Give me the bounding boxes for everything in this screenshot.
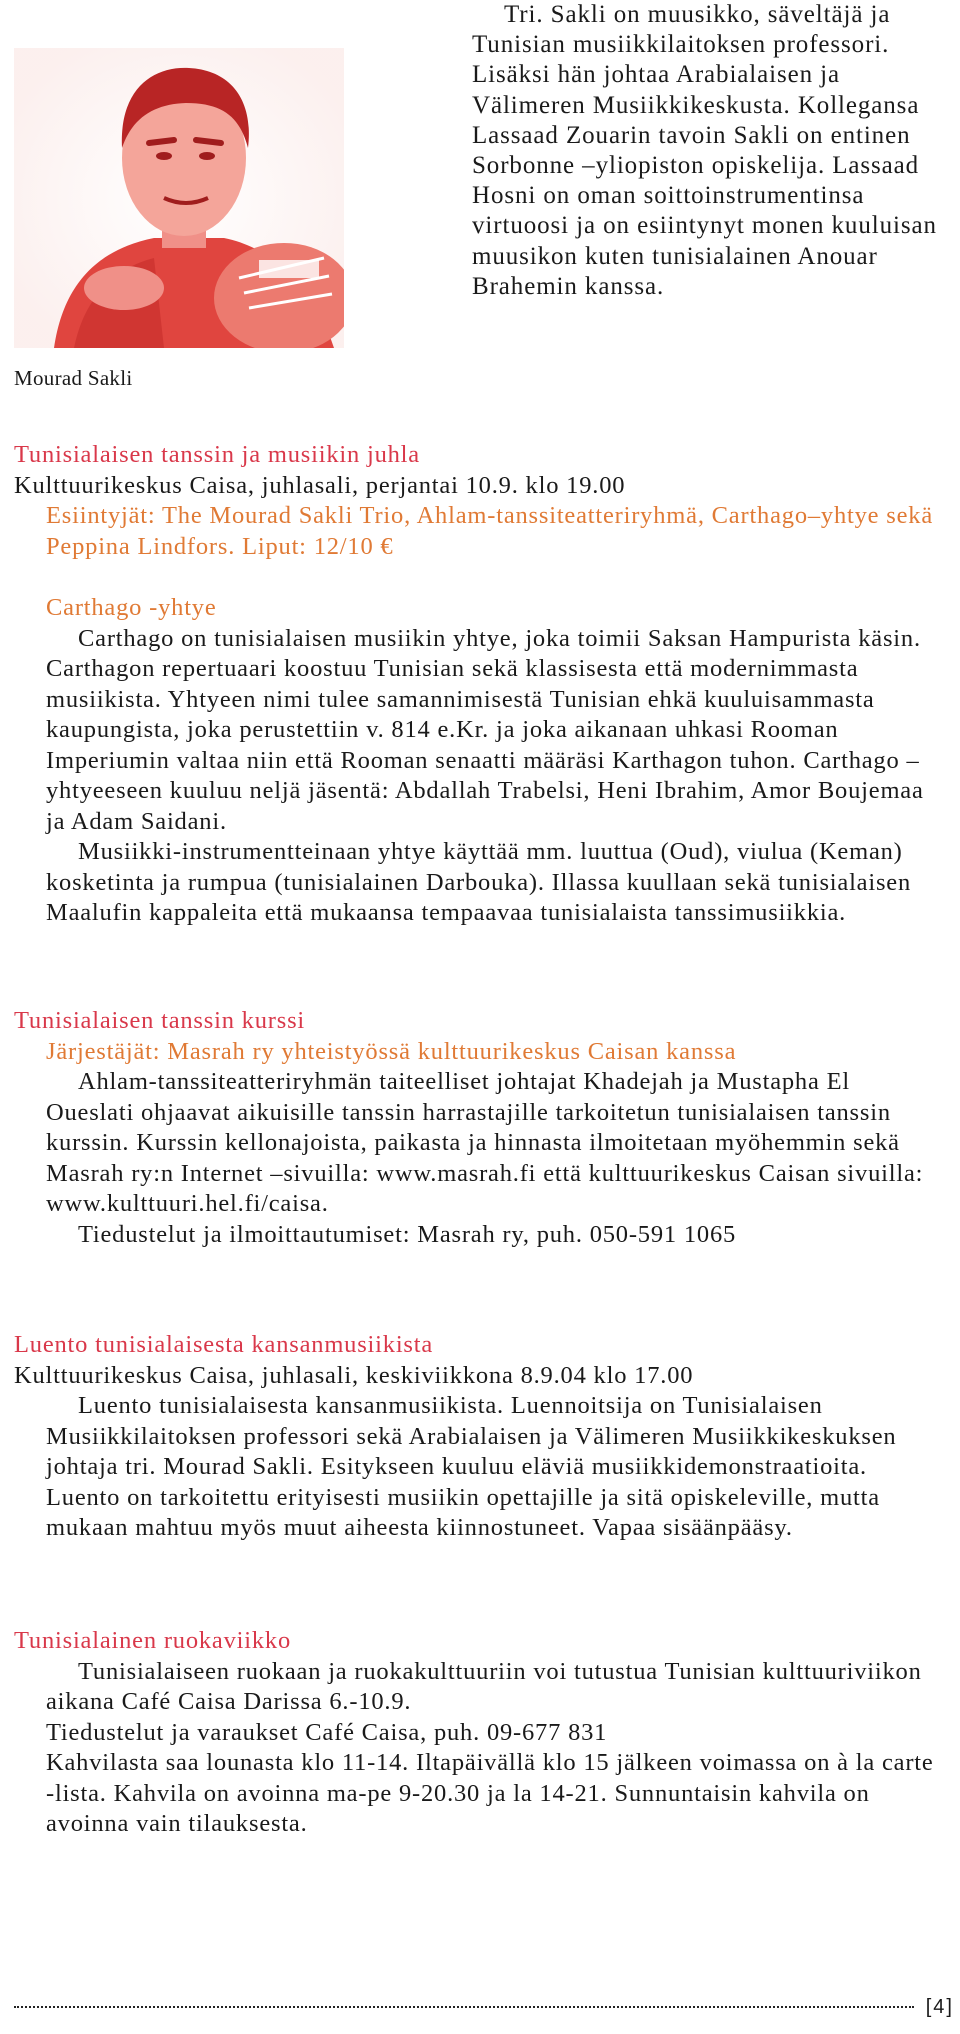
ticket-price: Liput: 12/10 € — [242, 532, 394, 560]
lecture-section — [14, 1330, 944, 1544]
lecture-paragraph: Luento tunisialaisesta kansanmusiikista. Luennoitsija on Tunisialaisen Musiikkilaitoksen professori sekä Arabialaisen ja Välimeren Musiikkikeskuksen johtaja tri. Mourad Sakli. Esitykseen kuuluu eläviä musiikkidemonstraatioita. Luento on tarkoitettu erityisesti musiikin opettajille ja sitä opiskeleville, mutta mukaan mahtuu myös muut aiheesta kiinnostuneet. Vapaa sisäänpääsy. — [46, 1392, 897, 1541]
portrait-photo — [14, 48, 344, 348]
section-heading-lecture: Luento tunisialaisesta kansanmusiikista — [14, 1331, 434, 1358]
event-performers — [14, 501, 944, 562]
carthago-section — [14, 593, 944, 929]
intro-column — [472, 0, 942, 302]
section-heading-gala: Tunisialaisen tanssin ja musiikin juhla — [14, 441, 420, 468]
carthago-paragraph-2: Musiikki-instrumentteinaan yhtye käyttää mm. luuttua (Oud), viulua (Keman) kosketinta ja rumpua (tunisialainen Darbouka). Illassa kuullaan sekä tunisialaisen Maalufin kappaleita että mukaansa tempaavaa tunisialaista tanssimusiikkia. — [46, 838, 912, 926]
food-paragraph-3: Kahvilasta saa lounasta klo 11-14. Iltapäivällä klo 15 jälkeen voimassa on à la carte -lista. Kahvila on avoinna ma-pe 9-20.30 ja la 14-21. Sunnuntaisin kahvila on avoinna vain tilauksesta. — [46, 1749, 934, 1837]
performers-text: Esiintyjät: The Mourad Sakli Trio, Ahlam-tanssiteatteriryhmä, Carthago–yhtye sekä Peppina Lindfors. — [46, 502, 934, 560]
section-heading-carthago: Carthago -yhtye — [46, 594, 217, 621]
page-number: [4] — [925, 1996, 954, 2018]
food-paragraph-2: Tiedustelut ja varaukset Café Caisa, puh. 09-677 831 — [46, 1718, 608, 1746]
photo-caption: Mourad Sakli — [14, 366, 133, 390]
carthago-paragraph-1: Carthago on tunisialaisen musiikin yhtye, joka toimii Saksan Hampurista käsin. Carthagon repertuaari koostuu Tunisian sekä klassisesta että modernimmasta musiikista. Yhtyeen nimi tulee samannimisestä Tunisian ehkä kuuluisammasta kaupungista, joka perustettiin v. 814 e.Kr. ja joka aikanaan uhkasi Rooman Imperiumin valtaa niin että Rooman senaatti määräsi Karthagon tuhon. Carthago –yhtyeeseen kuuluu neljä jäsentä: Abdallah Trabelsi, Heni Ibrahim, Amor Boujemaa ja Adam Saidani. — [46, 624, 924, 835]
section-heading-food: Tunisialainen ruokaviikko — [14, 1627, 292, 1654]
intro-paragraph: Tri. Sakli on muusikko, säveltäjä ja Tunisian musiikkilaitoksen professori. Lisäksi hän johtaa Arabialaisen ja Välimeren Musiikkikeskusta. Kollegansa Lassaad Zouarin tavoin Sakli on entinen Sorbonne –yliopiston opiskelija. Lassaad Hosni on oman soittoinstrumentinsa virtuoosi ja on esiintynyt monen kuuluisan muusikon kuten tunisialainen Anouar Brahemin kanssa. — [472, 1, 937, 300]
course-paragraph-2: Tiedustelut ja ilmoittautumiset: Masrah ry, puh. 050-591 1065 — [78, 1220, 737, 1248]
course-paragraph-1: Ahlam-tanssiteatteriryhmän taiteelliset johtajat Khadejah ja Mustapha El Oueslati ohjaavat aikuisille tanssin harrastajille tarkoitetun tunisialaisen tanssin kurssin. Kurssin kellonajoista, paikasta ja hinnasta ilmoitetaan myöhemmin sekä Masrah ry:n Internet –sivuilla: www.masrah.fi että kulttuurikeskus Caisan sivuilla: www.kulttuuri.hel.fi/caisa. — [46, 1068, 924, 1217]
event-venue: Kulttuurikeskus Caisa, juhlasali, perjantai 10.9. klo 19.00 — [14, 471, 626, 499]
food-week-section — [14, 1626, 944, 1840]
food-paragraph-1: Tunisialaiseen ruokaan ja ruokakulttuuriin voi tutustua Tunisian kulttuuriviikon aikana Café Caisa Darissa 6.-10.9. — [46, 1657, 922, 1715]
footer-dotted-rule — [14, 2006, 914, 2008]
course-organizer: Järjestäjät: Masrah ry yhteistyössä kulttuurikeskus Caisan kanssa — [46, 1037, 737, 1065]
lecture-venue: Kulttuurikeskus Caisa, juhlasali, keskiviikkona 8.9.04 klo 17.00 — [14, 1361, 694, 1389]
dance-course-section — [14, 1006, 944, 1250]
event-gala-section — [14, 440, 944, 562]
section-heading-course: Tunisialaisen tanssin kurssi — [14, 1007, 306, 1034]
